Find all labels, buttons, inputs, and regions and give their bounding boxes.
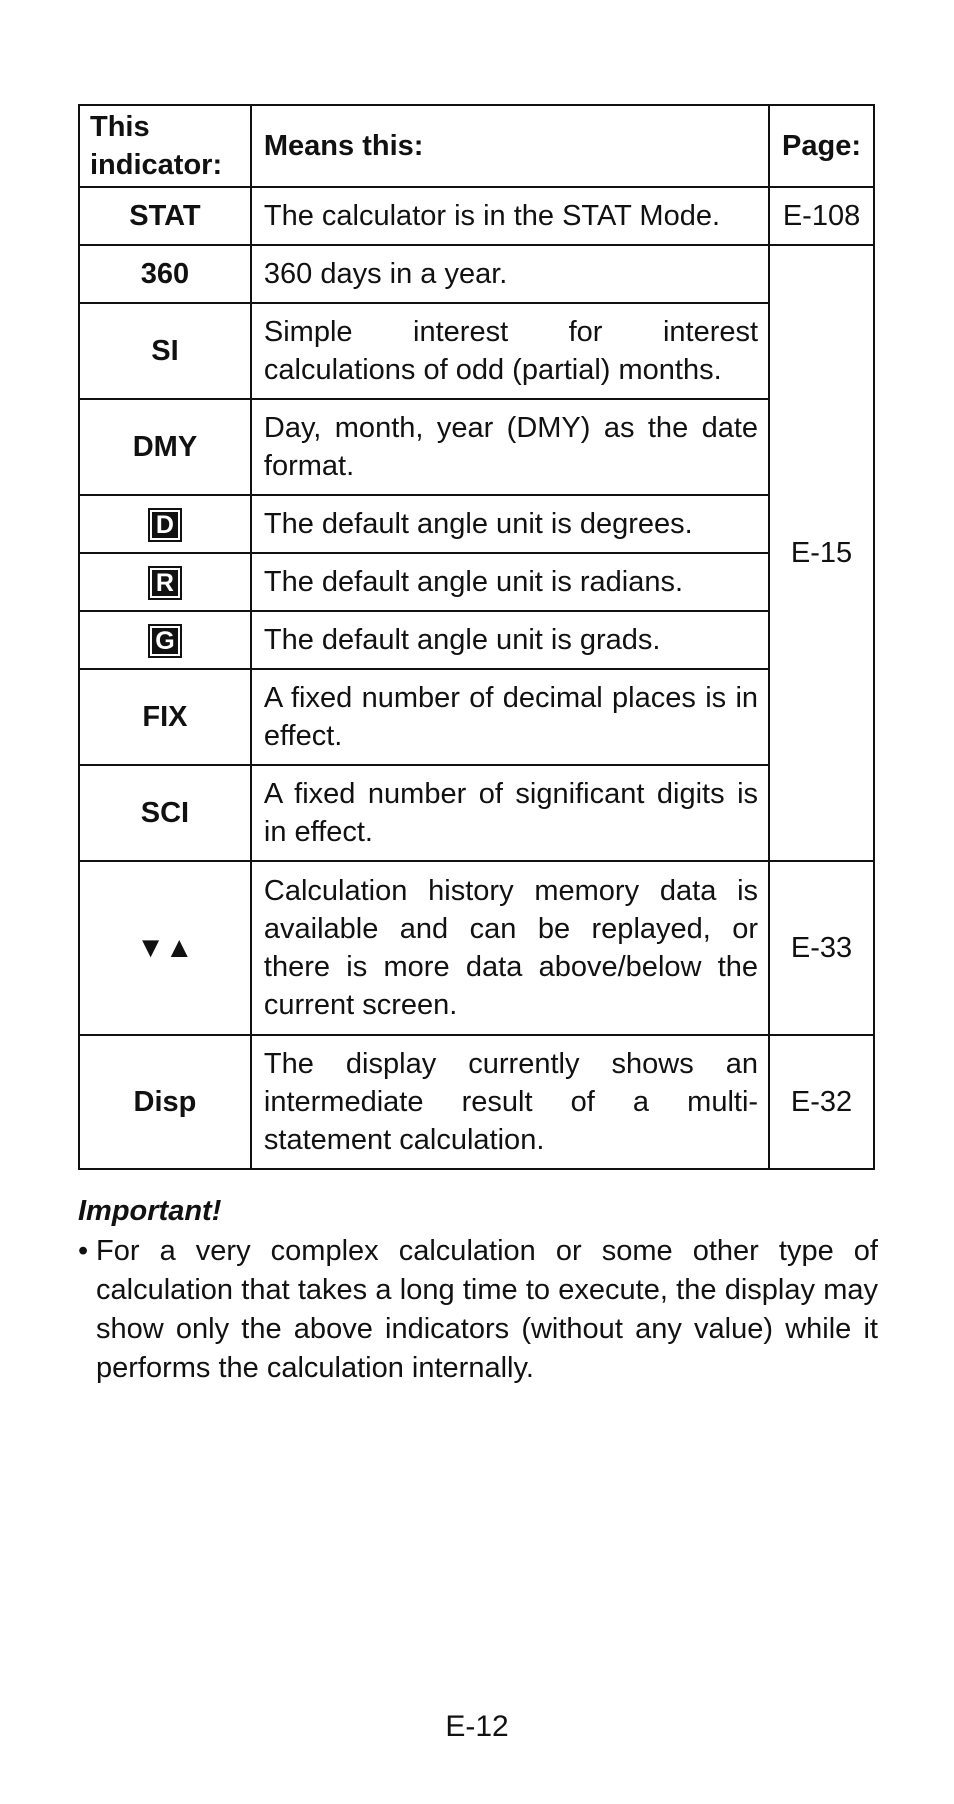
important-section — [78, 1192, 878, 1388]
table-row — [79, 1035, 874, 1169]
indicator-disp: Disp — [79, 1035, 251, 1169]
page-ref: E-108 — [769, 187, 874, 245]
indicator-stat: STAT — [79, 187, 251, 245]
meaning-cell: Simple interest for interest calculations of odd (partial) months. — [251, 303, 769, 399]
header-page: Page: — [769, 105, 874, 187]
indicator-degree-cell — [79, 495, 251, 553]
meaning-cell: A fixed number of significant digits is in effect. — [251, 765, 769, 861]
important-bullet-item — [78, 1232, 878, 1388]
bullet-icon: • — [78, 1235, 89, 1267]
table-row — [79, 669, 874, 765]
table-row — [79, 765, 874, 861]
meaning-cell: The calculator is in the STAT Mode. — [251, 187, 769, 245]
page-ref: E-33 — [769, 861, 874, 1035]
table-row — [79, 303, 874, 399]
table-header-row — [79, 105, 874, 187]
table-row — [79, 611, 874, 669]
header-meaning: Means this: — [251, 105, 769, 187]
indicator-sci: SCI — [79, 765, 251, 861]
meaning-cell: Day, month, year (DMY) as the date format. — [251, 399, 769, 495]
degree-indicator-icon: D — [148, 508, 182, 542]
indicator-grad-cell — [79, 611, 251, 669]
indicator-si: SI — [79, 303, 251, 399]
page-number: E-12 — [445, 1710, 509, 1743]
header-indicator: This indicator: — [79, 105, 251, 187]
important-text: For a very complex calculation or some other type of calculation that takes a long time to execute, the display may show only the above indicators (without any value) while it performs the calculation internally. — [96, 1235, 878, 1384]
page-ref: E-15 — [769, 245, 874, 861]
table-row — [79, 495, 874, 553]
meaning-cell: Calculation history memory data is available and can be replayed, or there is more data above/below the current screen. — [251, 861, 769, 1035]
table-row — [79, 553, 874, 611]
table-row — [79, 245, 874, 303]
meaning-cell: The default angle unit is degrees. — [251, 495, 769, 553]
table-row — [79, 861, 874, 1035]
indicator-dmy: DMY — [79, 399, 251, 495]
meaning-cell: The display currently shows an intermediate result of a multi-statement calculation. — [251, 1035, 769, 1169]
important-heading: Important! — [78, 1195, 222, 1227]
table-row — [79, 187, 874, 245]
grad-indicator-icon: G — [148, 624, 182, 658]
meaning-cell: A fixed number of decimal places is in effect. — [251, 669, 769, 765]
page-ref: E-32 — [769, 1035, 874, 1169]
meaning-cell: The default angle unit is radians. — [251, 553, 769, 611]
indicator-table — [78, 104, 875, 1170]
meaning-cell: 360 days in a year. — [251, 245, 769, 303]
table-row — [79, 399, 874, 495]
indicator-360: 360 — [79, 245, 251, 303]
indicator-arrows: ▼▲ — [79, 861, 251, 1035]
radian-indicator-icon: R — [148, 566, 182, 600]
indicator-fix: FIX — [79, 669, 251, 765]
indicator-radian-cell — [79, 553, 251, 611]
meaning-cell: The default angle unit is grads. — [251, 611, 769, 669]
